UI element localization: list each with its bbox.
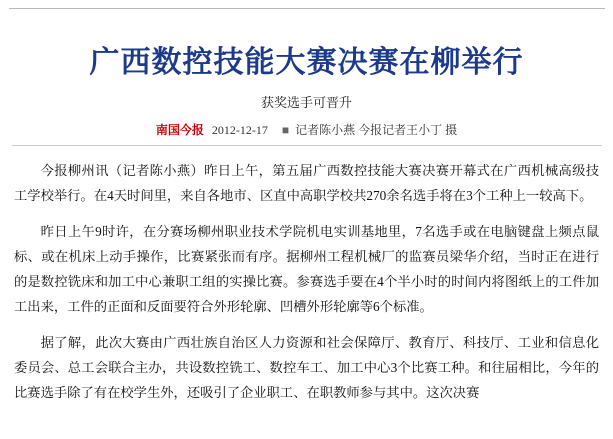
article-paragraph: 昨日上午9时许，在分赛场柳州职业技术学院机电实训基地里，7名选手或在电脑键盘上频点鼠标、或在机床上动手操作，比赛紧张而有序。据柳州工程机械厂的监赛员梁华介绍，当时正在进行的是数控铣床和加工中心兼职工组的实操比赛。参赛选手要在4个半小时的时间内将图纸上的工件加工出来，工件的正面和反面要符合外形轮廓、凹槽外形轮廓等6个标准。 xyxy=(14,224,599,314)
subheadline: 获奖选手可晋升 xyxy=(260,95,352,110)
byline-authors: 记者陈小燕 今报记者王小丁 摄 xyxy=(295,123,458,137)
page-title: 广西数控技能大赛决赛在柳举行 xyxy=(89,46,524,80)
article-body xyxy=(14,158,599,416)
byline-divider xyxy=(12,145,602,146)
byline-date: 2012-12-17 xyxy=(211,123,268,137)
byline xyxy=(0,121,613,138)
byline-source: 南国今报 xyxy=(155,123,204,137)
byline-separator-icon: ■ xyxy=(281,123,290,137)
article-paragraph: 今报柳州讯（记者陈小燕）昨日上午，第五届广西数控技能大赛决赛开幕式在广西机械高级技工学校举行。在4天时间里，来自各地市、区直中高职学校共270余名选手将在3个工种上一较高下。 xyxy=(14,163,599,203)
top-divider xyxy=(9,8,605,9)
article-paragraph: 据了解，此次大赛由广西壮族自治区人力资源和社会保障厅、教育厅、科技厅、工业和信息化委员会、总工会联合主办，共设数控铣工、数控车工、加工中心3个比赛工种。和往届相比，今年的比赛选手除了有在校学生外，还吸引了企业职工、在职教师参与其中。这次决赛 xyxy=(14,335,599,400)
